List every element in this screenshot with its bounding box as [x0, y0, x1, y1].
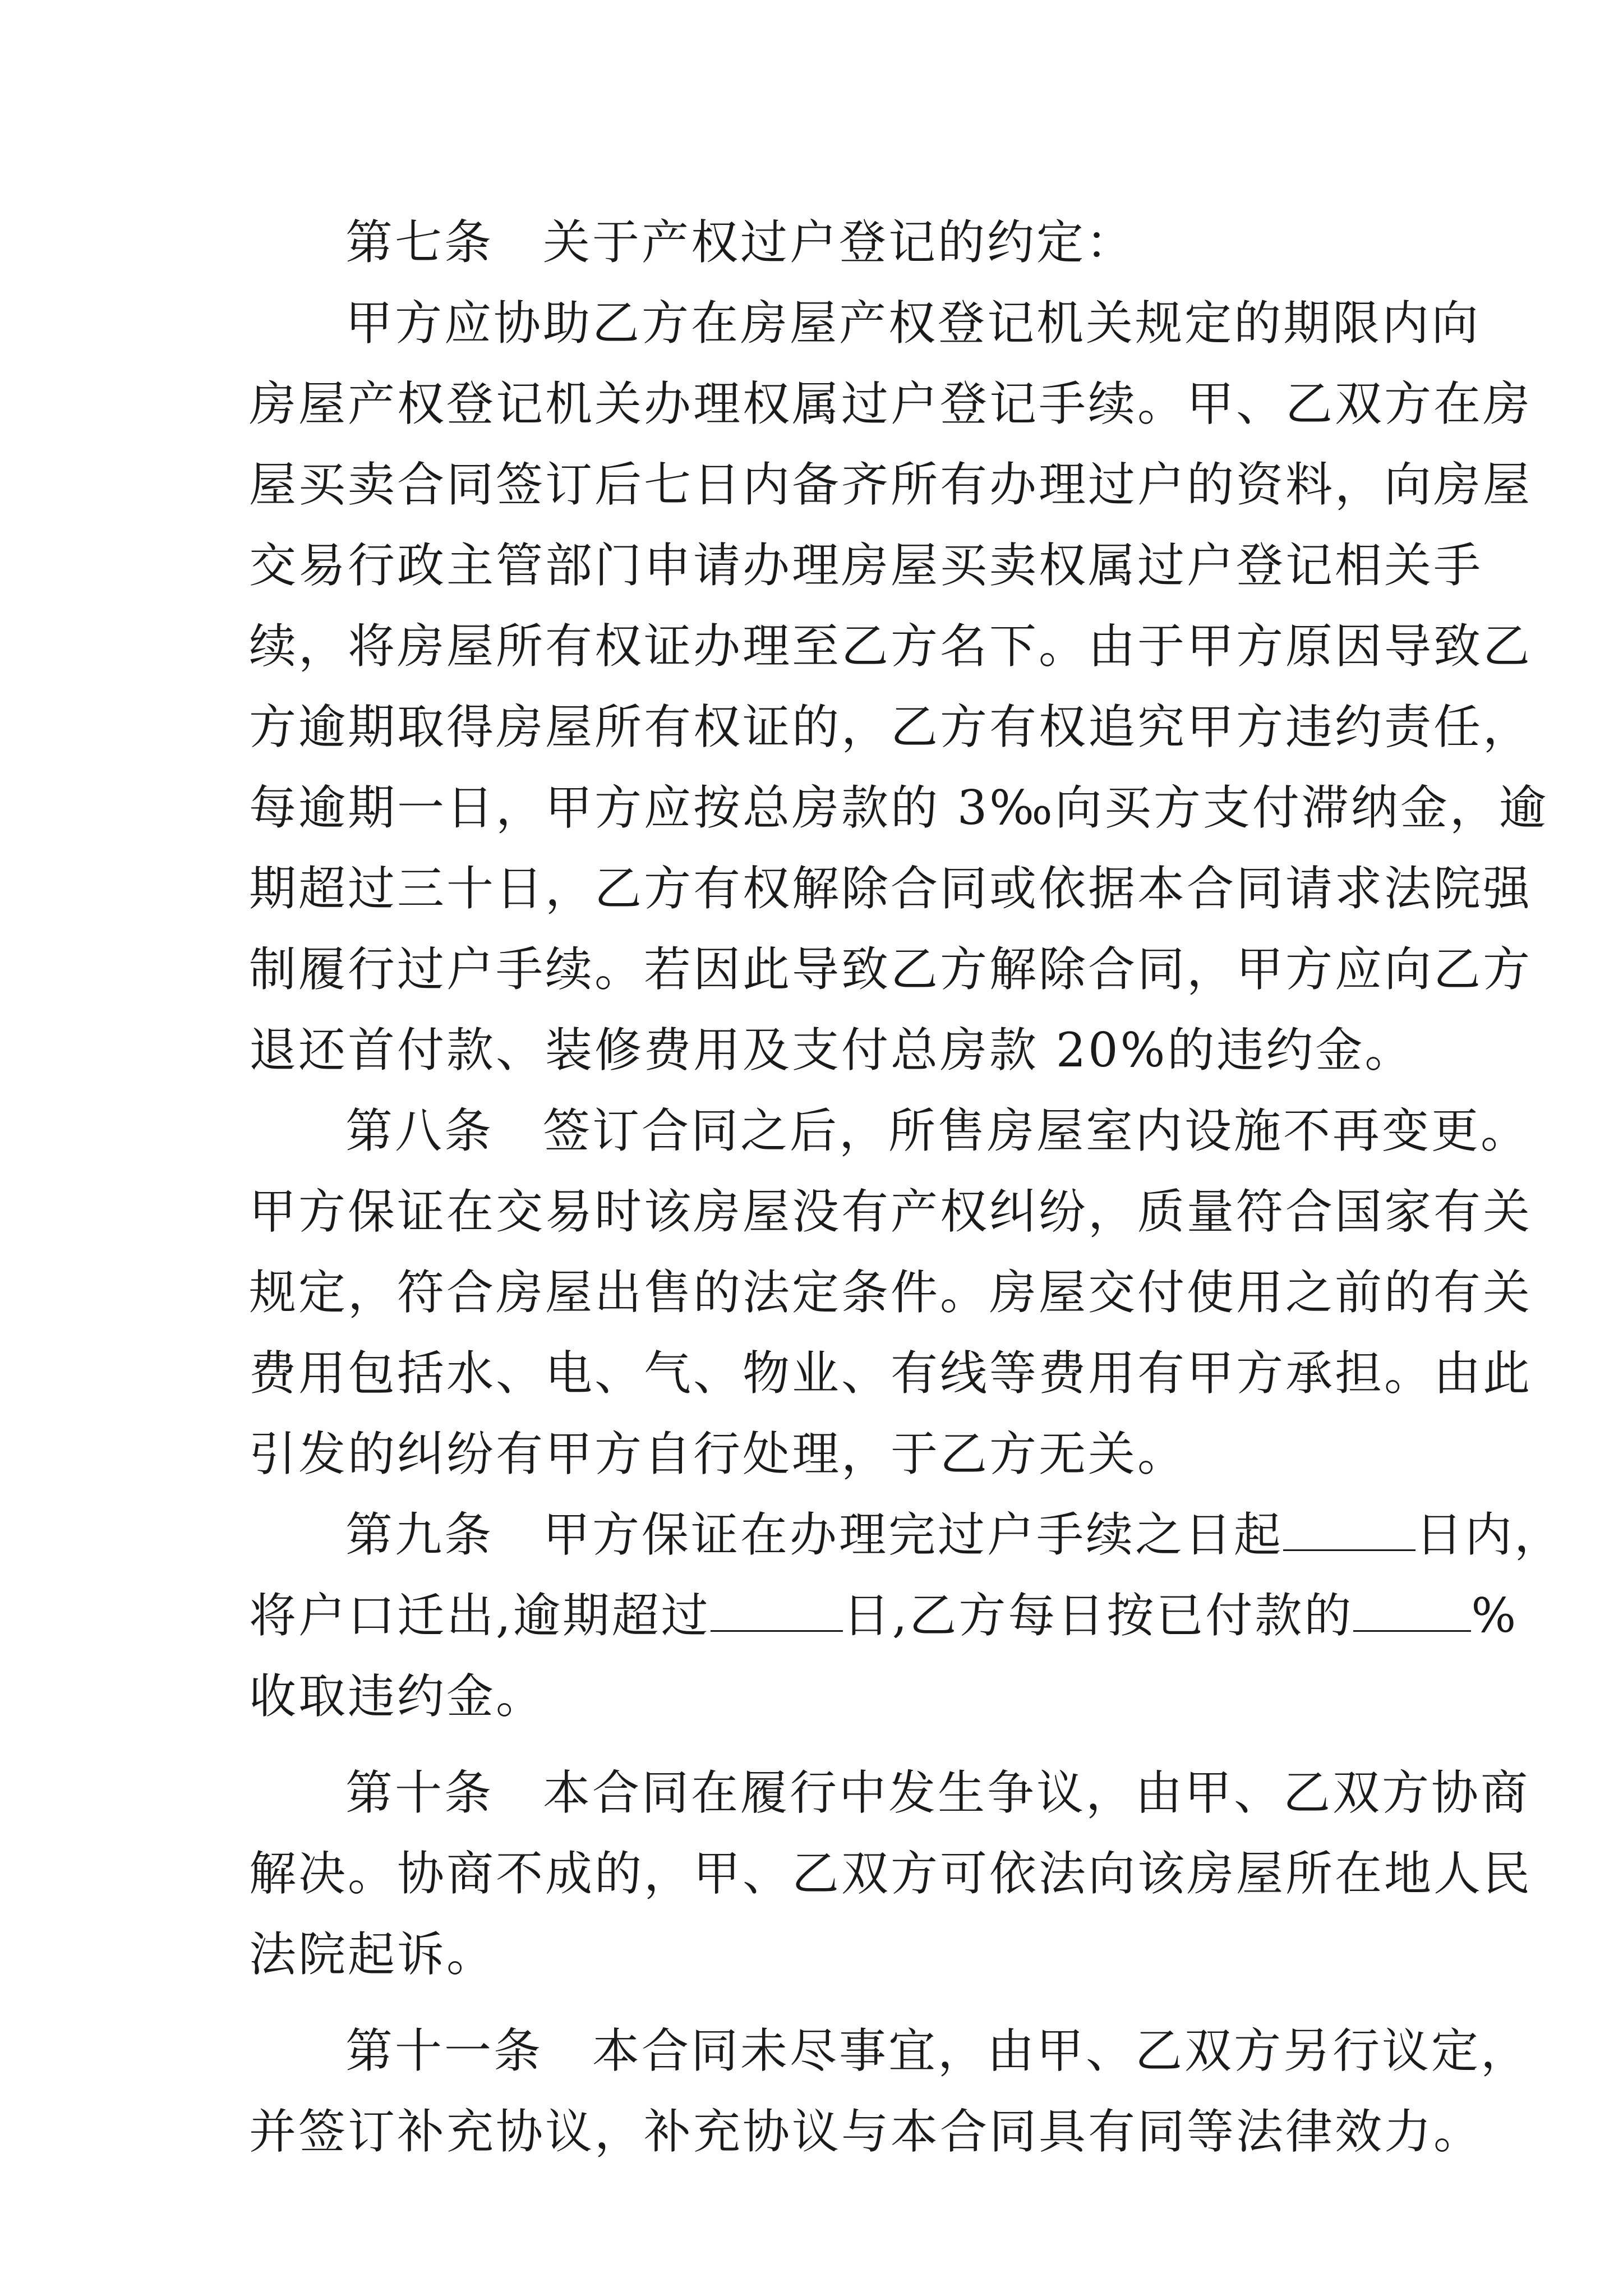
article-11-line: 并签订补充协议，补充协议与本合同具有同等法律效力。 [249, 2104, 1483, 2159]
article-8 [249, 1091, 1533, 1494]
article-9-line [249, 1575, 1519, 1656]
article-7-line: 每逾期一日，甲方应按总房款的 3‰向买方支付滞纳金，逾 [249, 780, 1548, 835]
article-7-line: 甲方应协助乙方在房屋产权登记机关规定的期限内向 [345, 296, 1481, 351]
article-9-text: 日,乙方每日按已付款的 [842, 1588, 1354, 1643]
article-10-line: 法院起诉。 [249, 1927, 496, 1982]
days-blank [1283, 1509, 1415, 1551]
article-9-text: % [1471, 1588, 1519, 1643]
article-7-line: 方逾期取得房屋所有权证的，乙方有权追究甲方违约责任， [249, 700, 1533, 754]
article-8-line: 第八条 签订合同之后，所售房屋室内设施不再变更。 [345, 1103, 1530, 1158]
article-11-line: 第十一条 本合同未尽事宜，由甲、乙双方另行议定， [345, 2023, 1530, 2078]
article-7-line: 交易行政主管部门申请办理房屋买卖权属过户登记相关手 [249, 538, 1483, 593]
article-9-text: 将户口迁出,逾期超过 [249, 1588, 711, 1643]
article-7-heading: 第七条 关于产权过户登记的约定： [345, 215, 1136, 270]
article-8-line: 规定，符合房屋出售的法定条件。房屋交付使用之前的有关 [249, 1265, 1533, 1320]
contract-page [249, 202, 1564, 2172]
overdue-days-blank [711, 1590, 843, 1632]
article-9-text: 日内， [1415, 1507, 1564, 1562]
article-8-line: 甲方保证在交易时该房屋没有产权纠纷，质量符合国家有关 [249, 1184, 1533, 1239]
article-7-line: 期超过三十日，乙方有权解除合同或依据本合同请求法院强 [249, 861, 1533, 916]
article-7-line: 退还首付款、装修费用及支付总房款 20%的违约金。 [249, 1023, 1414, 1078]
article-9-line: 收取违约金。 [249, 1669, 546, 1724]
article-9 [249, 1494, 1564, 1737]
article-7-line: 续，将房屋所有权证办理至乙方名下。由于甲方原因导致乙 [249, 619, 1533, 674]
article-10 [249, 1752, 1533, 1995]
article-10-line: 解决。协商不成的，甲、乙双方可依法向该房屋所在地人民 [249, 1846, 1533, 1901]
penalty-rate-blank [1353, 1590, 1471, 1632]
article-8-line: 引发的纠纷有甲方自行处理，于乙方无关。 [249, 1427, 1187, 1481]
article-7-line: 房屋产权登记机关办理权属过户登记手续。甲、乙双方在房 [249, 376, 1533, 431]
article-9-text: 第九条 甲方保证在办理完过户手续之日起 [345, 1507, 1284, 1562]
article-9-line [249, 1494, 1564, 1575]
article-11 [249, 2010, 1530, 2172]
article-8-line: 费用包括水、电、气、物业、有线等费用有甲方承担。由此 [249, 1346, 1533, 1401]
article-7-line: 屋买卖合同签订后七日内备齐所有办理过户的资料，向房屋 [249, 457, 1533, 512]
article-7-line: 制履行过户手续。若因此导致乙方解除合同，甲方应向乙方 [249, 942, 1533, 997]
article-10-line: 第十条 本合同在履行中发生争议，由甲、乙双方协商 [345, 1765, 1530, 1820]
article-7 [249, 202, 1548, 1091]
